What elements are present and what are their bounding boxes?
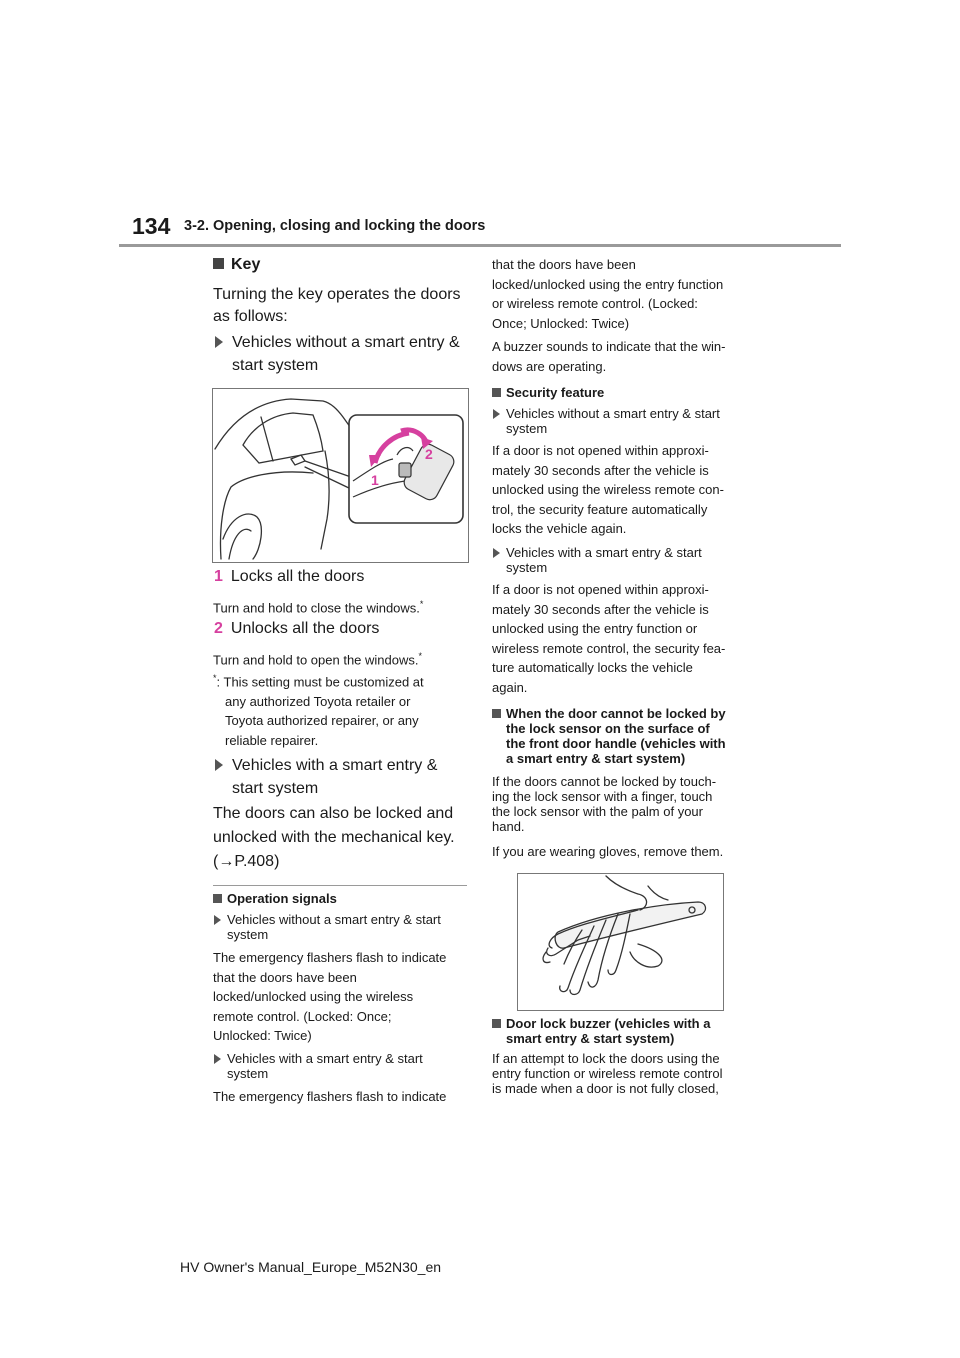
- triangle-bullet-icon: [493, 409, 500, 419]
- item2-number: 2: [214, 620, 223, 637]
- cannot-lock-heading: When the door cannot be locked by the lock sensor on the surface of the front door handle (vehicles with a smart entry & start system): [492, 706, 726, 766]
- door-handle-shape: [555, 902, 705, 948]
- page-number: 134: [132, 213, 171, 239]
- subheading-with-smart-entry: Vehicles with a smart entry & start system: [215, 754, 437, 800]
- item2-note: Turn and hold to open the windows.*: [213, 651, 423, 668]
- buzzer-text: A buzzer sounds to indicate that the win- dows are operating.: [492, 339, 726, 374]
- triangle-bullet-icon: [493, 548, 500, 558]
- subheading-without-smart-entry: Vehicles without a smart entry & start system: [215, 331, 460, 377]
- footnote: *: This setting must be customized at any authorized Toyota retailer or Toyota authorized repairer, or any reliable repairer.: [213, 673, 424, 748]
- operation-text-continued: that the doors have been locked/unlocked using the entry function or wireless remote control. (Locked: Once; Unlocked: Twice): [492, 257, 724, 331]
- car-window: [243, 413, 323, 463]
- sec-text-with: If a door is not opened within approxi- mately 30 seconds after the vehicle is unlocked using the entry function or wireless remote control, the security fea- ture automatically locks the vehicle again.: [492, 582, 726, 695]
- section-title: 3-2. Opening, closing and locking the doors: [184, 218, 486, 234]
- security-feature-heading: Security feature: [492, 385, 604, 400]
- op-subheading-with: Vehicles with a smart entry & start system: [214, 1051, 423, 1081]
- item2-row: [214, 618, 379, 639]
- figure-label-2: 2: [425, 446, 433, 462]
- triangle-bullet-icon: [214, 1054, 221, 1064]
- hand-door-handle-illustration: [518, 874, 723, 1010]
- cannot-lock-text: If the doors cannot be locked by touch- ing the lock sensor with a finger, touch the lock sensor with the palm of your hand.: [492, 774, 717, 834]
- car-door-key-illustration: [213, 389, 468, 562]
- item2-label: Unlocks all the doors: [230, 620, 380, 637]
- item1-label: Locks all the doors: [230, 568, 365, 585]
- square-bullet-icon: [492, 709, 501, 718]
- door-edge: [321, 451, 329, 549]
- triangle-bullet-icon: [214, 915, 221, 925]
- operation-signals-heading: Operation signals: [213, 891, 337, 906]
- square-bullet-icon: [492, 388, 501, 397]
- gloves-text: If you are wearing gloves, remove them.: [492, 844, 724, 859]
- square-bullet-icon: [213, 258, 224, 269]
- item1-number: 1: [214, 568, 223, 585]
- triangle-bullet-icon: [215, 336, 223, 348]
- square-bullet-icon: [492, 1019, 501, 1028]
- door-lock-buzzer-text: If an attempt to lock the doors using the entry function or wireless remote control is made when a door is not fully closed,: [492, 1051, 723, 1096]
- header-rule: [119, 244, 841, 247]
- op-subheading-without: Vehicles without a smart entry & start system: [214, 912, 441, 942]
- door-lock-buzzer-heading: Door lock buzzer (vehicles with a smart entry & start system): [492, 1016, 710, 1046]
- item1-row: [214, 566, 364, 587]
- triangle-bullet-icon: [215, 759, 223, 771]
- op-text-without: The emergency flashers flash to indicate that the doors have been locked/unlocked using the wireless remote control. (Locked: Once; Unlocked: Twice): [213, 950, 447, 1043]
- key-intro: Turning the key operates the doors as follows:: [213, 286, 461, 325]
- op-text-with: The emergency flashers flash to indicate: [213, 1089, 447, 1104]
- palm-on-handle-figure: [517, 873, 724, 1011]
- square-bullet-icon: [213, 894, 222, 903]
- sec-text-without: If a door is not opened within approxi- mately 30 seconds after the vehicle is unlocked using the wireless remote con- trol, the security feature automatically locks the vehicle again.: [492, 443, 724, 536]
- figure-label-1: 1: [371, 472, 379, 488]
- mechanical-key-text: The doors can also be locked and unlocked with the mechanical key. (→P.408): [213, 802, 455, 874]
- sec-subheading-without: Vehicles without a smart entry & start system: [493, 406, 720, 436]
- column-divider: [213, 885, 467, 886]
- footer-manual-id: HV Owner's Manual_Europe_M52N30_en: [180, 1259, 442, 1275]
- car-roof-line: [215, 399, 353, 449]
- sec-subheading-with: Vehicles with a smart entry & start system: [493, 545, 702, 575]
- item1-note: Turn and hold to close the windows.*: [213, 599, 424, 616]
- wheel-arch: [223, 514, 261, 559]
- wrist: [606, 876, 647, 910]
- key-heading: Key: [213, 256, 260, 274]
- page-reference-link[interactable]: (→P.408): [213, 853, 280, 870]
- key-operation-figure: [212, 388, 469, 563]
